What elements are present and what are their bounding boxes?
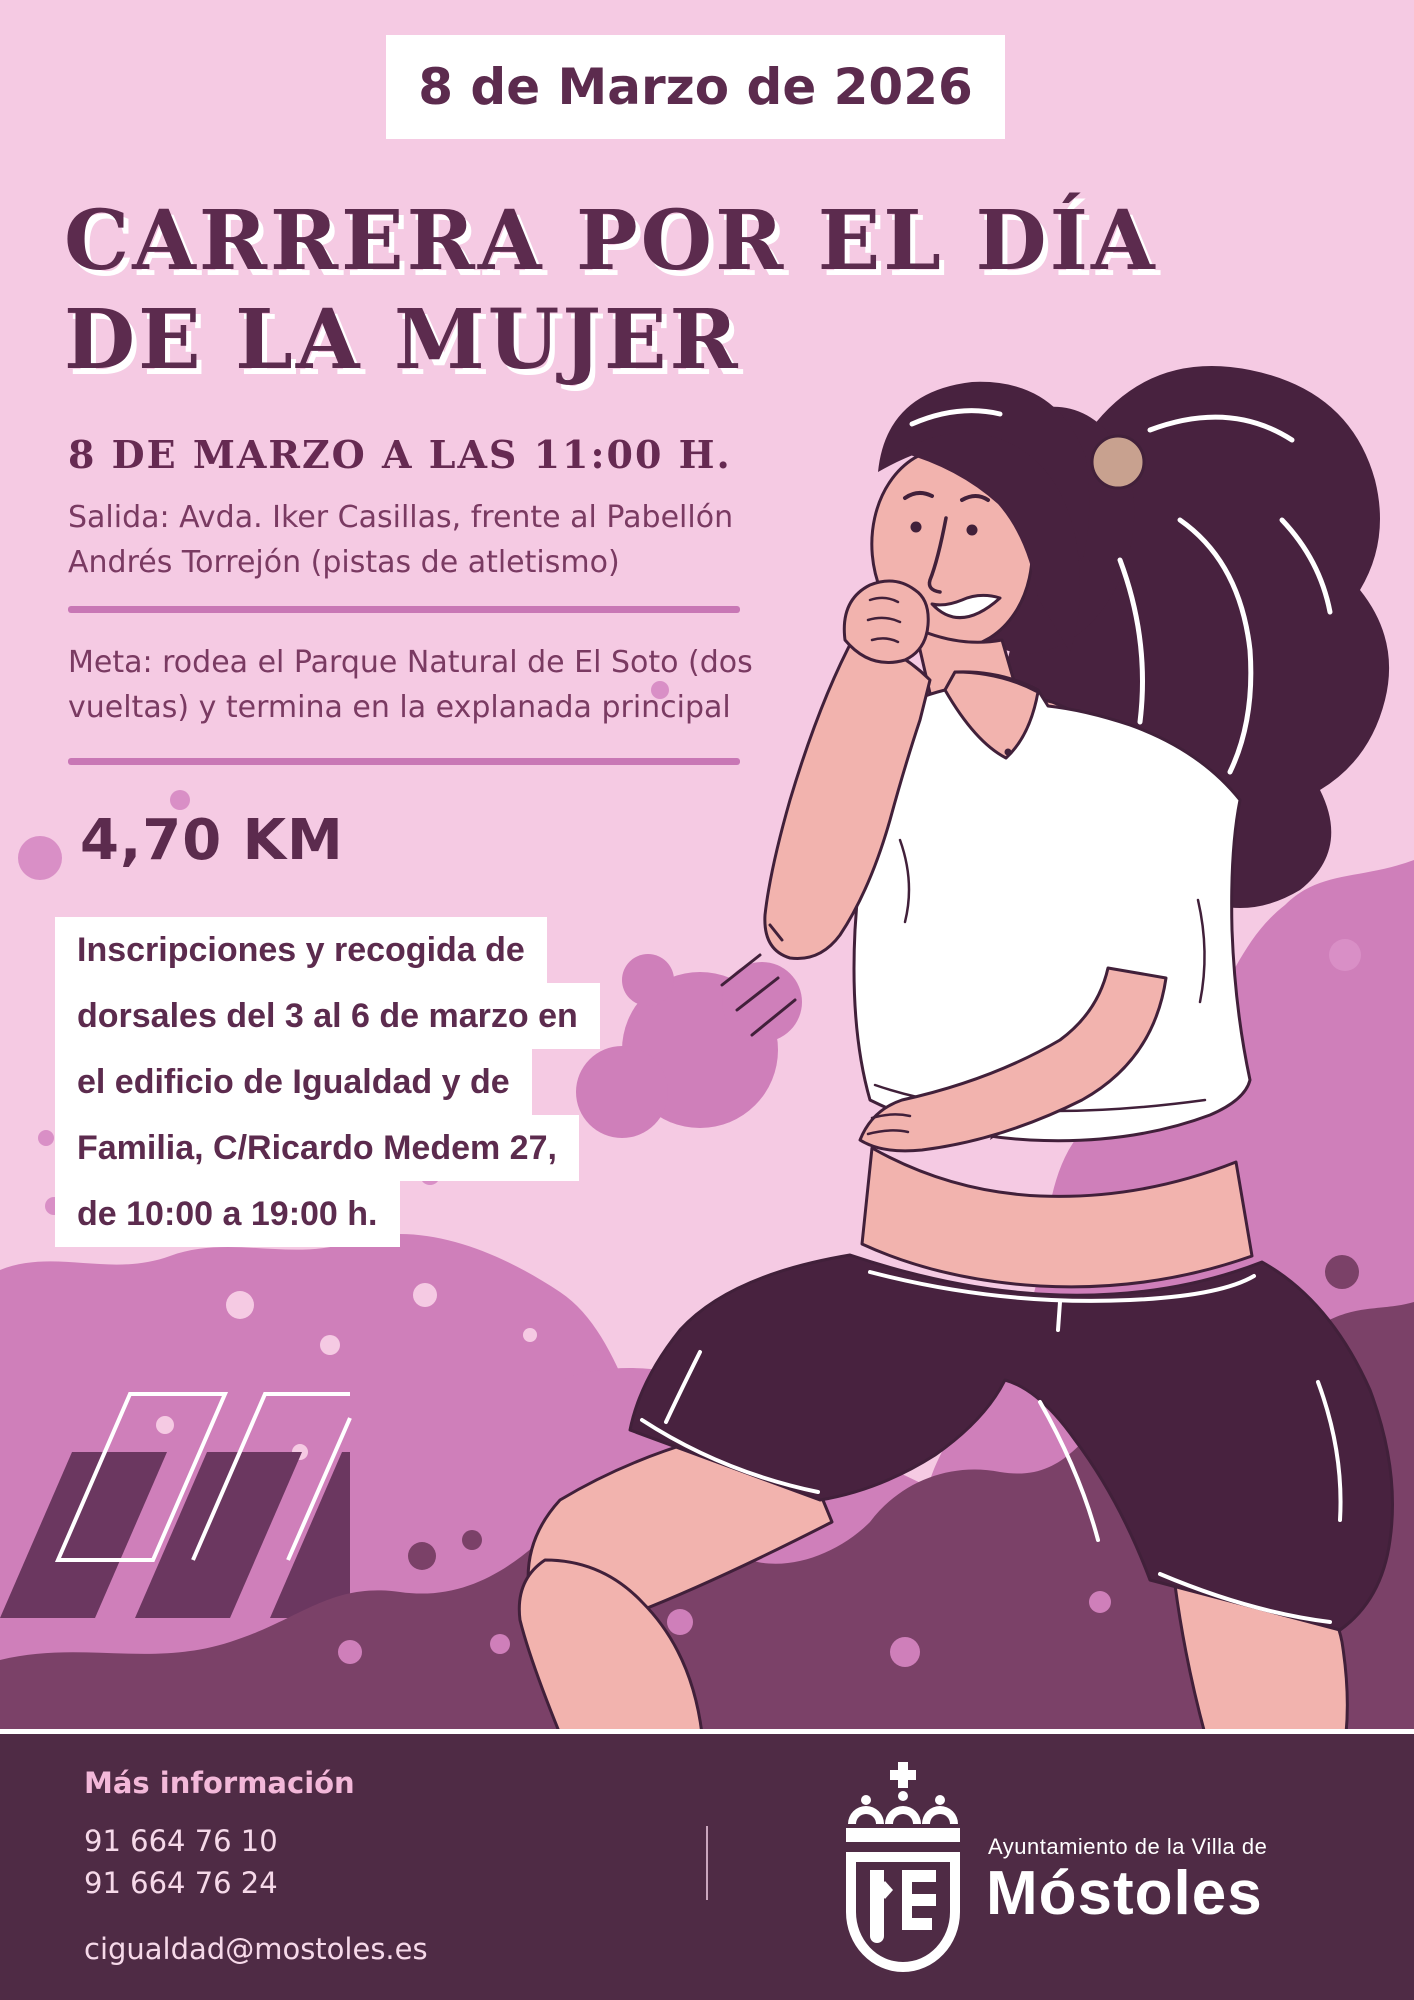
mostoles-crest-icon — [840, 1762, 966, 1982]
footer — [0, 1734, 1414, 2000]
city-logo — [840, 1762, 1400, 1982]
start-location-line2: Andrés Torrejón (pistas de atletismo) — [68, 545, 620, 580]
phone-number-2: 91 664 76 24 — [84, 1866, 278, 1900]
divider-rule-2 — [68, 758, 740, 765]
poster-title-line2: DE LA MUJER — [64, 292, 741, 388]
finish-location-line1: Meta: rodea el Parque Natural de El Soto (dos — [68, 645, 753, 680]
start-location-paragraph — [68, 495, 838, 585]
more-info-heading: Más información — [84, 1766, 355, 1800]
date-banner: 8 de Marzo de 2026 — [386, 35, 1005, 139]
poster-title-line1: CARRERA POR EL DÍA — [64, 193, 1158, 289]
finish-location-paragraph — [68, 640, 838, 730]
registration-info-box — [55, 917, 600, 1247]
logo-caption: Ayuntamiento de la Villa de — [988, 1834, 1268, 1859]
divider-rule-1 — [68, 606, 740, 613]
finish-location-line2: vueltas) y termina en la explanada principal — [68, 690, 731, 725]
start-location-line1: Salida: Avda. Iker Casillas, frente al Pabellón — [68, 500, 734, 535]
registration-info-line: de 10:00 a 19:00 h. — [55, 1181, 400, 1247]
registration-info-line: Inscripciones y recogida de — [55, 917, 547, 983]
distance-label: 4,70 KM — [80, 808, 344, 873]
registration-info-line: dorsales del 3 al 6 de marzo en — [55, 983, 600, 1049]
logo-name: Móstoles — [986, 1859, 1263, 1928]
phone-number-1: 91 664 76 10 — [84, 1824, 278, 1858]
contact-email: cigualdad@mostoles.es — [84, 1932, 428, 1966]
schedule-heading: 8 DE MARZO A LAS 11:00 H. — [68, 432, 732, 477]
registration-info-line: el edificio de Igualdad y de — [55, 1049, 532, 1115]
poster-title — [64, 192, 1164, 390]
footer-divider — [706, 1826, 708, 1900]
registration-info-line: Familia, C/Ricardo Medem 27, — [55, 1115, 579, 1181]
phone-numbers — [84, 1820, 278, 1904]
